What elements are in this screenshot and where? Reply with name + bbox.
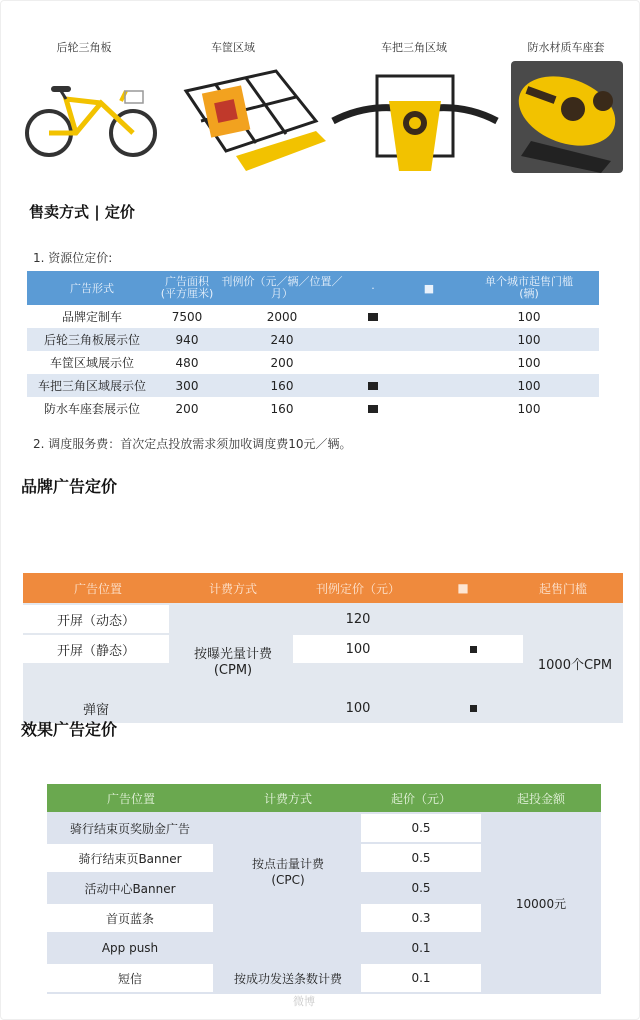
col-header: ■: [423, 281, 435, 295]
cell-threshold: 100: [517, 309, 541, 324]
cell-position: 弹窗: [82, 702, 109, 718]
handlebar-triangle-icon: [331, 61, 499, 191]
redacted-cell: [423, 635, 523, 663]
image-caption: 车把三角区域: [381, 41, 447, 54]
col-header: 单个城市起售门槛 (辆): [485, 275, 573, 300]
performance-ad-table: [47, 784, 601, 994]
table-header: [23, 573, 623, 603]
cell-billing: 按成功发送条数计费: [233, 971, 342, 986]
table-row: [27, 328, 599, 351]
cell-price: 160: [270, 401, 294, 416]
cell-threshold: 1000个CPM: [527, 605, 623, 721]
cell-position: 开屏（静态）: [23, 635, 169, 663]
note-dispatch-fee: 2. 调度服务费：首次定点投放需求须加收调度费10元／辆。: [33, 437, 352, 451]
cell-price: 120: [345, 611, 371, 627]
table-body: [23, 603, 623, 723]
cell-ad-form: 后轮三角板展示位: [43, 333, 140, 347]
cell-ad-form: 车筐区域展示位: [49, 356, 134, 370]
cell-price: 240: [270, 332, 294, 347]
table-row: [27, 397, 599, 420]
col-header: 刊例定价（元）: [315, 581, 400, 596]
image-caption: 后轮三角板: [56, 41, 112, 54]
col-header: 计费方式: [263, 791, 312, 806]
redacted-cell: [347, 402, 399, 416]
col-header: 广告形式: [70, 282, 114, 295]
col-header: ·: [371, 281, 375, 295]
table-row: [27, 351, 599, 374]
note-resource-pricing: 1. 资源位定价:: [33, 251, 113, 265]
brand-ad-table: [23, 573, 623, 723]
col-header: ■: [457, 581, 469, 595]
table-header: [27, 271, 599, 305]
cell-price: 0.5: [411, 881, 431, 895]
watermark: 微博: [293, 995, 315, 1008]
cell-threshold: 100: [517, 332, 541, 347]
section-title-performance-ads: 效果广告定价: [21, 720, 118, 739]
col-header: 广告位置: [73, 581, 122, 596]
col-header: 广告面积 (平方厘米): [160, 275, 214, 300]
col-header: 起售门槛: [538, 581, 587, 596]
cell-price: 100: [293, 635, 423, 663]
cell-price: 160: [270, 378, 294, 393]
redacted-cell: [347, 379, 399, 393]
cell-position: 开屏（动态）: [23, 605, 169, 633]
section-title-sales: 售卖方式 | 定价: [29, 203, 135, 221]
redacted-cell: [423, 695, 523, 721]
cell-billing: 按曝光量计费 (CPM): [193, 647, 272, 678]
table-body: [47, 812, 601, 994]
section-title-brand-ads: 品牌广告定价: [21, 477, 118, 496]
cell-area: 300: [175, 378, 199, 393]
cell-min-amount: 10000元: [515, 896, 567, 911]
yellow-bicycle-icon: [21, 61, 161, 166]
cell-ad-form: 防水车座套展示位: [43, 402, 140, 416]
cell-threshold: 100: [517, 355, 541, 370]
col-header: 起投金额: [516, 791, 565, 806]
cell-price: 0.5: [361, 814, 481, 842]
cell-ad-form: 品牌定制车: [61, 310, 122, 324]
cell-position: 活动中心Banner: [84, 881, 176, 896]
cell-price: 100: [345, 700, 371, 716]
image-caption: 车筐区域: [211, 41, 255, 54]
resource-price-table: [27, 271, 599, 420]
cell-price: 2000: [266, 309, 298, 324]
cell-position: 骑行结束页Banner: [47, 844, 213, 872]
redacted-cell: [347, 310, 399, 324]
ad-placement-images: [1, 39, 640, 179]
table-row: [27, 374, 599, 397]
cell-billing: 按点击量计费 (CPC): [251, 857, 324, 887]
cell-price: 200: [270, 355, 294, 370]
cell-price: 0.1: [361, 964, 481, 992]
cell-position: 首页蓝条: [47, 904, 213, 932]
cell-area: 940: [175, 332, 199, 347]
cell-threshold: 100: [517, 401, 541, 416]
cell-price: 0.1: [411, 941, 431, 955]
cell-position: App push: [101, 941, 159, 955]
col-header: 计费方式: [208, 581, 257, 596]
cell-position: 短信: [47, 964, 213, 992]
cell-price: 0.3: [361, 904, 481, 932]
col-header: 刊例价（元／辆／位置／月）: [221, 275, 343, 300]
table-header: [47, 784, 601, 812]
cell-price: 0.5: [361, 844, 481, 872]
cell-area: 480: [175, 355, 199, 370]
cell-ad-form: 车把三角区域展示位: [37, 379, 146, 393]
cell-area: 200: [175, 401, 199, 416]
cell-area: 7500: [171, 309, 203, 324]
col-header: 起价（元）: [390, 791, 451, 806]
table-row: [27, 305, 599, 328]
col-header: 广告位置: [106, 791, 155, 806]
cell-threshold: 100: [517, 378, 541, 393]
cell-position: 骑行结束页奖励金广告: [69, 821, 190, 836]
image-caption: 防水材质车座套: [527, 41, 605, 54]
bike-basket-icon: [176, 61, 326, 186]
seat-cover-icon: [511, 61, 623, 173]
